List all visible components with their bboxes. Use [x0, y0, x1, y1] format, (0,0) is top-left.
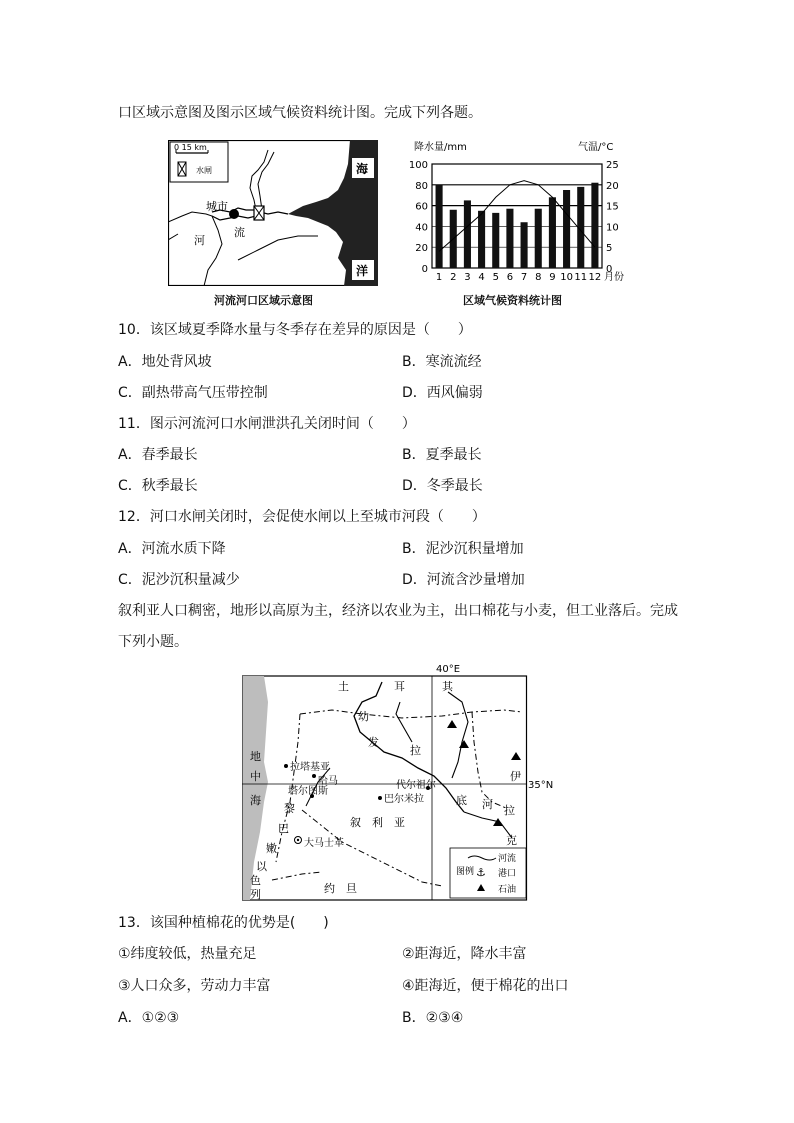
q10-option-d[interactable]: D．西风偏弱	[402, 385, 483, 401]
svg-text:海: 海	[250, 794, 261, 807]
x-tick-label: 2	[450, 272, 457, 283]
svg-text:城市: 城市	[206, 200, 228, 213]
y2-tick-label: 10	[606, 222, 619, 234]
x-tick-label: 8	[535, 272, 542, 283]
svg-text:幼: 幼	[358, 710, 369, 723]
q12-option-a[interactable]: A．河流水质下降	[118, 541, 226, 557]
y-tick-label: 100	[408, 160, 428, 171]
q10-stem: 10．该区域夏季降水量与冬季存在差异的原因是（ ）	[118, 322, 472, 338]
svg-text:河: 河	[194, 234, 205, 247]
svg-text:大马士革: 大马士革	[304, 838, 344, 849]
river-mouth-map	[168, 140, 378, 290]
intro-text: 口区域示意图及图示区域气候资料统计图。完成下列各题。	[118, 105, 482, 121]
passage-line1: 叙利亚人口稠密，地形以高原为主，经济以农业为主，出口棉花与小麦，但工业落后。完成	[118, 603, 678, 619]
svg-text:耳: 耳	[394, 680, 405, 693]
svg-text:拉: 拉	[410, 744, 421, 757]
y2-tick-label: 25	[606, 160, 619, 171]
q13-statement-2: ②距海近，降水丰富	[402, 946, 527, 962]
svg-text:⚓: ⚓	[476, 866, 486, 879]
precip-bar	[549, 197, 556, 268]
svg-text:中: 中	[250, 770, 261, 783]
svg-text:拉塔基亚: 拉塔基亚	[290, 762, 330, 773]
x-tick-label: 4	[478, 272, 485, 283]
x-tick-label: 3	[464, 272, 471, 283]
q13-option-a[interactable]: A．①②③	[118, 1010, 180, 1026]
x-tick-label: 11	[574, 272, 588, 283]
temperature-line	[439, 181, 595, 252]
svg-text:巴尔米拉: 巴尔米拉	[384, 794, 424, 805]
x-tick-label: 12	[588, 272, 602, 283]
q10-option-c[interactable]: C．副热带高气压带控制	[118, 385, 268, 401]
svg-text:塔尔图斯: 塔尔图斯	[288, 786, 328, 797]
svg-text:列: 列	[250, 888, 261, 901]
svg-text:嫩: 嫩	[266, 842, 277, 855]
y-tick-label: 0	[421, 264, 428, 275]
syria-map	[242, 662, 572, 906]
y-tick-label: 60	[415, 201, 428, 213]
figure2-caption: 区域气候资料统计图	[463, 294, 562, 307]
y-tick-label: 20	[415, 243, 428, 255]
q11-option-c[interactable]: C．秋季最长	[118, 478, 198, 494]
q11-option-d[interactable]: D．冬季最长	[402, 478, 483, 494]
q11-option-a[interactable]: A．春季最长	[118, 447, 198, 463]
plot-frame	[432, 164, 602, 268]
svg-text:土: 土	[338, 680, 349, 693]
q13-statement-3: ③人口众多，劳动力丰富	[118, 978, 271, 994]
svg-text:石油: 石油	[498, 885, 517, 895]
q13-statement-1: ①纬度较低，热量充足	[118, 946, 257, 962]
svg-text:洋: 洋	[356, 264, 369, 278]
q13-stem: 13．该国种植棉花的优势是( )	[118, 915, 329, 931]
svg-text:伊: 伊	[510, 770, 521, 783]
svg-text:其: 其	[442, 680, 453, 693]
y-tick-label: 40	[415, 222, 428, 234]
left-axis-title: 降水量/mm	[414, 142, 467, 153]
svg-text:河: 河	[482, 798, 493, 811]
precip-bar	[492, 213, 499, 268]
svg-text:流: 流	[234, 226, 245, 239]
svg-text:巴: 巴	[278, 822, 289, 835]
x-tick-label: 9	[549, 272, 556, 283]
svg-text:港口: 港口	[498, 869, 517, 879]
precip-bar	[436, 185, 443, 268]
y2-tick-label: 5	[606, 243, 613, 255]
precip-bar	[464, 200, 471, 268]
q12-option-d[interactable]: D．河流含沙量增加	[402, 572, 525, 588]
precip-bar	[521, 222, 528, 268]
q13-option-b[interactable]: B．②③④	[402, 1010, 464, 1026]
svg-text:哈马: 哈马	[318, 776, 338, 787]
svg-text:黎: 黎	[284, 802, 295, 815]
svg-text:0 15 km: 0 15 km	[174, 143, 207, 152]
q10-option-b[interactable]: B．寒流流经	[402, 354, 482, 370]
svg-text:35°N: 35°N	[528, 780, 554, 791]
svg-text:代尔祖尔: 代尔祖尔	[396, 780, 436, 791]
precip-bar	[563, 190, 570, 268]
svg-text:叙 利 亚: 叙 利 亚	[350, 816, 405, 829]
legend-title: 图例	[456, 867, 475, 877]
svg-text:地: 地	[250, 750, 261, 763]
x-tick-label: 6	[506, 272, 514, 283]
svg-text:色: 色	[250, 874, 261, 887]
svg-text:拉: 拉	[504, 804, 515, 817]
svg-text:海: 海	[356, 162, 369, 176]
q11-option-b[interactable]: B．夏季最长	[402, 447, 482, 463]
x-tick-label: 7	[520, 272, 528, 283]
svg-text:40°E: 40°E	[436, 664, 461, 675]
x-unit-label: 月份	[604, 272, 624, 283]
svg-text:底: 底	[456, 794, 467, 807]
svg-text:水闸: 水闸	[196, 166, 212, 175]
precip-bar	[591, 183, 598, 268]
svg-text:约 旦: 约 旦	[324, 882, 357, 895]
right-axis-title: 气温/°C	[578, 142, 614, 153]
x-tick-label: 1	[435, 272, 443, 283]
q12-option-c[interactable]: C．泥沙沉积量减少	[118, 572, 240, 588]
climate-chart	[404, 138, 634, 292]
precip-bar	[478, 211, 485, 268]
svg-text:克: 克	[506, 834, 517, 847]
q10-option-a[interactable]: A．地处背风坡	[118, 354, 212, 370]
q11-stem: 11．图示河流河口水闸泄洪孔关闭时间（ ）	[118, 416, 416, 432]
q13-statement-4: ④距海近，便于棉花的出口	[402, 978, 569, 994]
precip-bar	[535, 209, 542, 268]
y2-tick-label: 20	[606, 180, 619, 192]
q12-stem: 12．河口水闸关闭时，会促使水闸以上至城市河段（ ）	[118, 509, 486, 525]
city-dot-icon	[229, 209, 239, 219]
q12-option-b[interactable]: B．泥沙沉积量增加	[402, 541, 524, 557]
svg-text:河流: 河流	[498, 854, 517, 864]
passage-line2: 下列小题。	[118, 634, 188, 650]
y2-tick-label: 15	[606, 201, 619, 213]
svg-text:发: 发	[368, 736, 379, 749]
y-tick-label: 80	[415, 180, 428, 192]
x-tick-label: 10	[560, 272, 573, 283]
svg-text:以: 以	[256, 860, 267, 873]
x-tick-label: 5	[492, 272, 499, 283]
y2-tick-label: 0	[606, 264, 613, 275]
figure1-caption: 河流河口区域示意图	[214, 294, 313, 307]
precip-bar	[506, 209, 513, 268]
